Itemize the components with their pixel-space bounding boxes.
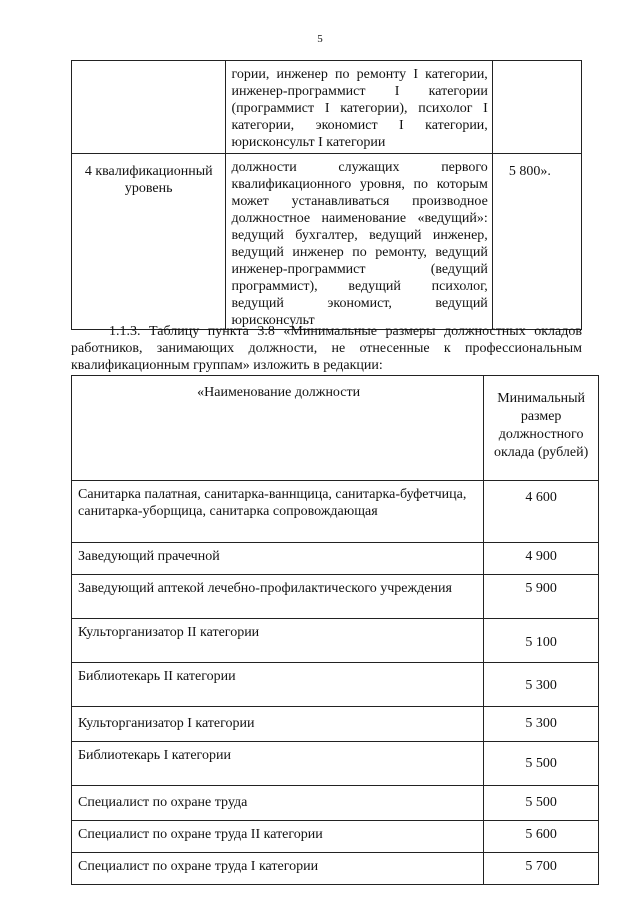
table-row <box>72 619 599 663</box>
minimum-salary-table <box>71 375 599 885</box>
level-cell: 4 квалификационный уровень <box>72 154 226 330</box>
salary-cell: 5 800». <box>492 154 581 330</box>
header-minimum-salary: Минимальный размер должностного оклада (рублей) <box>484 376 599 481</box>
table-row <box>72 663 599 707</box>
position-name: Специалист по охране труда <box>72 786 484 821</box>
table-row <box>72 543 599 575</box>
position-name: Заведующий прачечной <box>72 543 484 575</box>
minimum-salary: 5 300 <box>484 707 599 742</box>
minimum-salary: 5 500 <box>484 742 599 786</box>
amendment-paragraph: 1.1.3. Таблицу пункта 3.8 «Минимальные размеры должностных окладов работников, занимающих должности, не отнесенные к профессиональным квалификационным группам» изложить в редакции: <box>71 324 582 373</box>
table-header-row <box>72 376 599 481</box>
position-name: Заведующий аптекой лечебно-профилактического учреждения <box>72 575 484 619</box>
positions-cell: гории, инженер по ремонту I категории, инженер-программист I категории (программист I категории), психолог I категории, экономист I категории, юрисконсульт I категории <box>226 61 492 154</box>
table-row <box>72 707 599 742</box>
table-row <box>72 481 599 543</box>
position-name: Библиотекарь I категории <box>72 742 484 786</box>
position-name: Санитарка палатная, санитарка-ваннщица, санитарка-буфетчица, санитарка-уборщица, санитарка сопровождающая <box>72 481 484 543</box>
header-position-name: «Наименование должности <box>72 376 484 481</box>
position-name: Библиотекарь II категории <box>72 663 484 707</box>
minimum-salary: 5 100 <box>484 619 599 663</box>
table-row <box>72 742 599 786</box>
minimum-salary: 5 600 <box>484 821 599 853</box>
qualification-levels-table <box>71 60 582 330</box>
minimum-salary: 5 900 <box>484 575 599 619</box>
minimum-salary: 5 500 <box>484 786 599 821</box>
minimum-salary: 5 300 <box>484 663 599 707</box>
minimum-salary: 4 900 <box>484 543 599 575</box>
position-name: Специалист по охране труда II категории <box>72 821 484 853</box>
position-name: Культорганизатор II категории <box>72 619 484 663</box>
position-name: Культорганизатор I категории <box>72 707 484 742</box>
minimum-salary: 5 700 <box>484 853 599 885</box>
level-cell <box>72 61 226 154</box>
table-row <box>72 853 599 885</box>
salary-cell <box>492 61 581 154</box>
table-row <box>72 61 582 154</box>
page-number: 5 <box>317 33 323 45</box>
table-row <box>72 154 582 330</box>
table-row <box>72 786 599 821</box>
table-row <box>72 821 599 853</box>
minimum-salary: 4 600 <box>484 481 599 543</box>
positions-cell: должности служащих первого квалификационного уровня, по которым может устанавливаться производное должностное наименование «ведущий»: ведущий бухгалтер, ведущий инженер, ведущий инженер по ремонту, ведущий инженер-программист (ведущий программист), ведущий психолог, ведущий экономист, ведущий юрисконсульт <box>226 154 492 330</box>
position-name: Специалист по охране труда I категории <box>72 853 484 885</box>
table-row <box>72 575 599 619</box>
